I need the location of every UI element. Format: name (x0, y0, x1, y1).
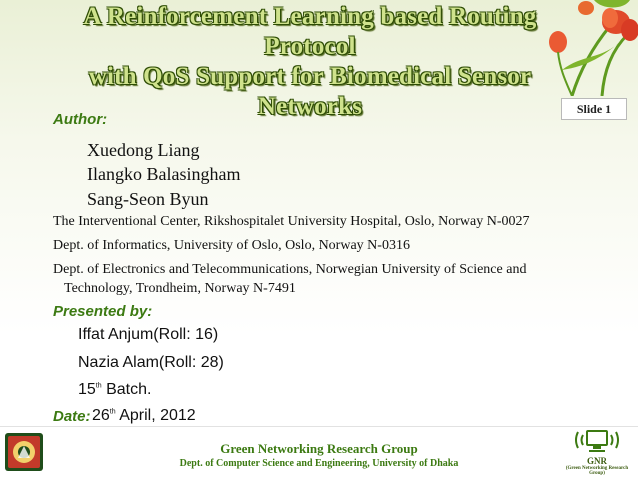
affiliation-2: Dept. of Informatics, University of Oslo, Oslo, Norway N-0316 (53, 238, 410, 253)
batch-line (78, 381, 151, 399)
slide-title-line-3: with QoS Support for Biomedical Sensor (88, 63, 532, 90)
author-name-2: Ilangko Balasingham (87, 164, 241, 184)
gnr-logo (560, 428, 634, 474)
presented-by-label: Presented by: (53, 303, 153, 320)
slide-number-label: Slide 1 (561, 98, 627, 120)
author-name-1: Xuedong Liang (87, 140, 200, 160)
presenter-2: Nazia Alam(Roll: 28) (78, 354, 224, 371)
footer (0, 426, 638, 478)
date-rest: April, 2012 (115, 407, 196, 424)
footer-group-name: Green Networking Research Group (220, 441, 418, 456)
batch-suffix: th (95, 382, 102, 390)
batch-text: Batch. (101, 381, 152, 398)
affiliation-1: The Interventional Center, Rikshospitalet University Hospital, Oslo, Norway N-0027 (53, 214, 530, 229)
date-day: 26 (92, 407, 110, 424)
footer-department: Dept. of Computer Science and Engineering, University of Dhaka (179, 458, 459, 469)
batch-number: 15 (78, 381, 96, 398)
gnr-caption: (Green Networking Research Group) (565, 466, 629, 476)
date-day-suffix: th (109, 408, 116, 416)
date-label: Date: (53, 408, 91, 425)
gnr-abbrev: GNR (587, 456, 607, 466)
slide-title-line-4: Networks (257, 93, 363, 120)
date-value (92, 407, 196, 425)
slide-title-line-2: Protocol (264, 33, 356, 60)
affiliation-3-line-1: Dept. of Electronics and Telecommunications, Norwegian University of Science and (53, 262, 527, 277)
author-label: Author: (53, 111, 108, 128)
university-seal-icon (4, 432, 44, 472)
slide-title-line-1: A Reinforcement Learning based Routing (83, 3, 537, 30)
presenter-1: Iffat Anjum(Roll: 16) (78, 326, 219, 343)
affiliation-3-line-2: Technology, Trondheim, Norway N-7491 (64, 281, 296, 296)
slide-title (20, 2, 600, 122)
author-name-3: Sang-Seon Byun (87, 189, 209, 209)
network-monitor-icon (574, 428, 620, 454)
